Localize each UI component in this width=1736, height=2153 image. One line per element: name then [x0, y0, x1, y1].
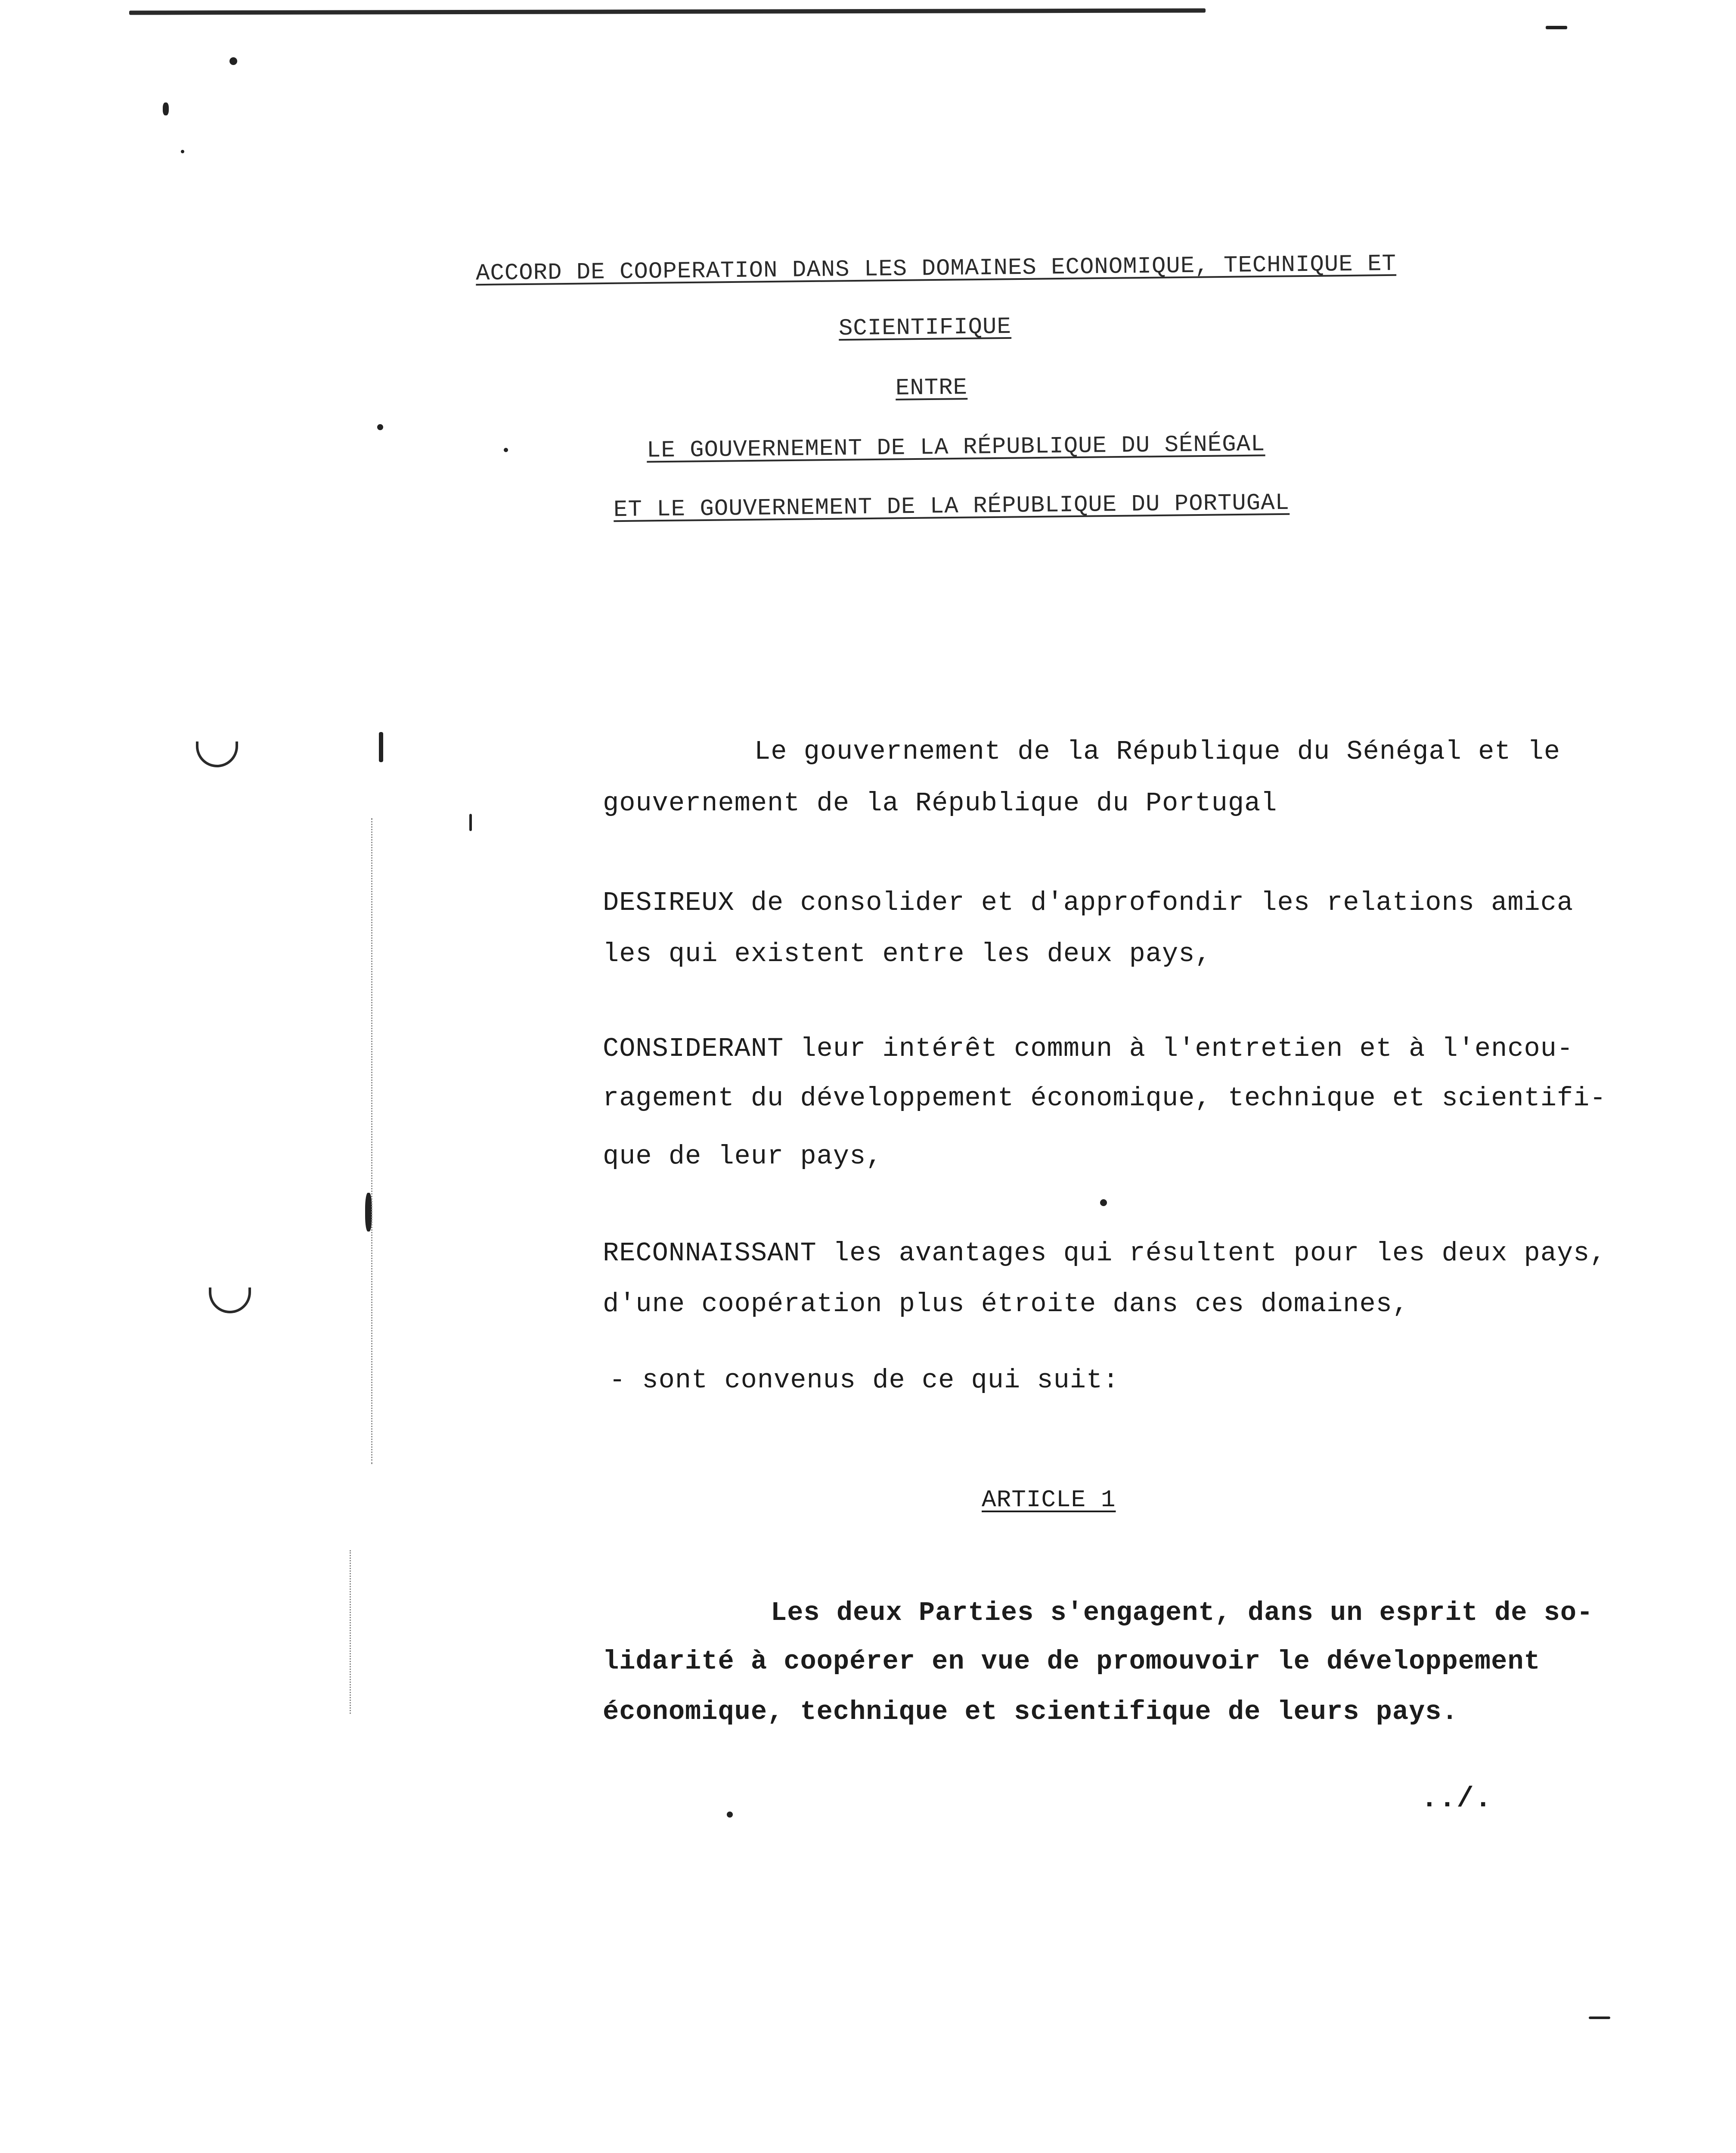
reconnaissant-line-2: d'une coopération plus étroite dans ces domaines,: [603, 1289, 1409, 1319]
preamble-conclusion: - sont convenus de ce qui suit:: [609, 1365, 1119, 1396]
article-1-line-2: lidarité à coopérer en vue de promouvoir le développement: [603, 1646, 1541, 1677]
scan-speck: [229, 57, 237, 65]
scan-speck: [504, 448, 508, 452]
desireux-line-1: DESIREUX de consolider et d'approfondir les relations amica: [603, 887, 1574, 918]
punch-hole-mark: [209, 1287, 251, 1313]
scan-speck: [163, 102, 169, 115]
scan-edge-shadow: [371, 818, 372, 1464]
scan-speck: [469, 814, 472, 831]
considerant-line-1: CONSIDERANT leur intérêt commun à l'entretien et à l'encou-: [603, 1033, 1574, 1064]
scan-speck: [1100, 1199, 1107, 1206]
reconnaissant-line-1: RECONNAISSANT les avantages qui résultent pour les deux pays,: [603, 1238, 1606, 1269]
scan-speck: [1546, 26, 1567, 29]
scan-speck: [379, 732, 383, 762]
document-title-portugal: ET LE GOUVERNEMENT DE LA RÉPUBLIQUE DU PORTUGAL: [613, 490, 1290, 524]
document-title-line-1: ACCORD DE COOPERATION DANS LES DOMAINES ECONOMIQUE, TECHNIQUE ET: [475, 251, 1397, 287]
scan-speck: [1589, 2016, 1610, 2019]
document-title-line-2: SCIENTIFIQUE: [838, 313, 1012, 342]
document-title-entre: ENTRE: [895, 375, 968, 402]
punch-hole-mark: [196, 741, 238, 767]
scan-speck: [181, 150, 184, 153]
scan-edge-shadow: [350, 1550, 351, 1714]
preamble-intro-line-1: Le gouvernement de la République du Sénégal et le: [754, 736, 1561, 767]
scan-speck: [377, 424, 383, 430]
considerant-line-3: que de leur pays,: [603, 1141, 883, 1172]
page-continuation-mark: ../.: [1421, 1783, 1493, 1815]
scan-speck: [727, 1812, 733, 1818]
article-1-line-1: Les deux Parties s'engagent, dans un esprit de so-: [771, 1598, 1593, 1628]
document-title-senegal: LE GOUVERNEMENT DE LA RÉPUBLIQUE DU SÉNÉGAL: [646, 431, 1265, 464]
article-1-line-3: économique, technique et scientifique de leurs pays.: [603, 1697, 1458, 1727]
desireux-line-2: les qui existent entre les deux pays,: [603, 939, 1212, 969]
considerant-line-2: ragement du développement économique, technique et scientifi-: [603, 1083, 1606, 1114]
article-1-heading: ARTICLE 1: [982, 1486, 1116, 1514]
scan-top-edge: [129, 8, 1206, 15]
preamble-intro-line-2: gouvernement de la République du Portugal: [603, 788, 1277, 819]
